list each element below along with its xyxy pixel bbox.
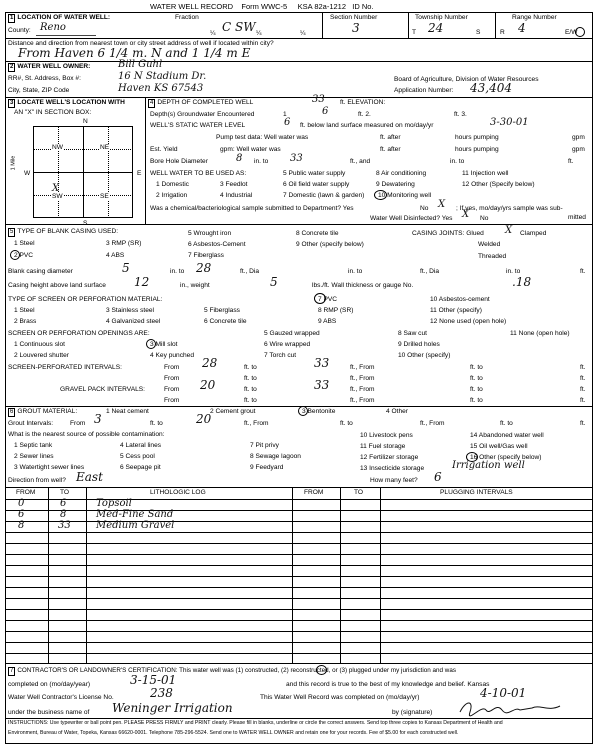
casing-2-circle bbox=[10, 250, 20, 260]
perf-to-3: ft. to bbox=[470, 375, 483, 382]
log-header-to: TO bbox=[60, 489, 70, 496]
quadrant-ne: NE bbox=[100, 144, 110, 151]
opening-10[interactable]: 10 Other (specify) bbox=[398, 352, 451, 359]
perf-ft: ft. bbox=[580, 364, 586, 371]
contam-15[interactable]: 15 Oil well/Gas well bbox=[470, 443, 528, 450]
range-r: R bbox=[500, 29, 505, 36]
gravel-ft-from-2: ft., From bbox=[350, 397, 375, 404]
business-name-label: under the business name of bbox=[8, 709, 90, 716]
disinfected-value[interactable]: X bbox=[462, 209, 470, 220]
groundwater-label: Depth(s) Groundwater Encountered bbox=[150, 111, 255, 118]
county-value[interactable]: Reno bbox=[40, 22, 66, 33]
license-label: Water Well Contractor's License No. bbox=[8, 694, 114, 701]
height-value[interactable]: 12 bbox=[134, 275, 150, 289]
perf-from-value[interactable]: 28 bbox=[202, 356, 218, 370]
section-2-label: 2 WATER WELL OWNER: bbox=[10, 63, 91, 70]
screen-5[interactable]: 5 Fiberglass bbox=[204, 307, 240, 314]
casing-5[interactable]: 5 Wrought iron bbox=[188, 230, 232, 237]
chem-mitted: mitted bbox=[568, 214, 586, 221]
est-after-label: ft. after bbox=[380, 146, 401, 153]
grout-to-value[interactable]: 20 bbox=[196, 412, 212, 426]
contam-2[interactable]: 2 Sewer lines bbox=[14, 453, 54, 460]
license-value[interactable]: 238 bbox=[150, 686, 173, 700]
bore-value[interactable]: 8 bbox=[236, 153, 243, 164]
casing-7[interactable]: 7 Fiberglass bbox=[188, 252, 224, 259]
grout-1[interactable]: 1 Neat cement bbox=[106, 408, 149, 415]
fraction-value[interactable]: C SW bbox=[222, 20, 256, 34]
screen-8[interactable]: 8 RMP (SR) bbox=[318, 307, 354, 314]
opening-8[interactable]: 8 Saw cut bbox=[398, 330, 427, 337]
use-3[interactable]: 3 Feedlot bbox=[220, 181, 248, 188]
height-label: Casing height above land surface bbox=[8, 282, 106, 289]
opening-3[interactable]: 3 Mill slot bbox=[150, 341, 178, 348]
application-value[interactable]: 43,404 bbox=[470, 81, 512, 95]
opening-9[interactable]: 9 Drilled holes bbox=[398, 341, 440, 348]
id-label: ID No. bbox=[352, 2, 374, 11]
grout-3-circle bbox=[298, 406, 308, 416]
diameter-in-to-3: in. to bbox=[506, 268, 521, 275]
east-label: E bbox=[137, 170, 142, 177]
grout-from-value[interactable]: 3 bbox=[94, 412, 102, 426]
how-many-feet-value[interactable]: 6 bbox=[434, 470, 442, 484]
use-1[interactable]: 1 Domestic bbox=[156, 181, 189, 188]
groundwater-1-label: 1 bbox=[283, 111, 287, 118]
log-header-from: FROM bbox=[16, 489, 36, 496]
grout-ft-to-2: ft. to bbox=[340, 420, 353, 427]
contam-12[interactable]: 12 Fertilizer storage bbox=[360, 454, 419, 461]
form-header bbox=[150, 3, 374, 11]
gravel-to-label-2: ft. to bbox=[244, 397, 257, 404]
grout-ft-from-2: ft., From bbox=[420, 420, 445, 427]
est-gpm-tail: gpm bbox=[572, 146, 585, 153]
contamination-label: What is the nearest source of possible contamination: bbox=[8, 431, 165, 438]
use-label: WELL WATER TO BE USED AS: bbox=[150, 170, 247, 177]
disinfected-label: Water Well Disinfected? Yes bbox=[370, 215, 453, 222]
bore-ft: ft. bbox=[568, 158, 574, 165]
static-level-tail: ft. below land surface measured on mo/day/yr bbox=[300, 122, 434, 129]
chem-no-label: No bbox=[420, 205, 429, 212]
est-hours-label: hours pumping bbox=[455, 146, 499, 153]
opening-1[interactable]: 1 Continuous slot bbox=[14, 341, 65, 348]
completed-label: completed on (mo/day/year) bbox=[8, 681, 91, 688]
owner-value[interactable]: Bill Guhl bbox=[118, 59, 163, 70]
ksa-reference: KSA 82a-1212 bbox=[297, 2, 347, 11]
screen-9[interactable]: 9 ABS bbox=[318, 318, 337, 325]
grout-4[interactable]: 4 Other bbox=[386, 408, 408, 415]
log-row-1-desc[interactable]: Topsoil bbox=[96, 498, 132, 509]
pump-after-label: ft. after bbox=[380, 134, 401, 141]
contam-6[interactable]: 6 Seepage pit bbox=[120, 464, 161, 471]
casing-joints-x[interactable]: X bbox=[505, 225, 513, 236]
use-2[interactable]: 2 Irrigation bbox=[156, 192, 188, 199]
bore-in-to-2: in. to bbox=[450, 158, 465, 165]
quarter-mark-1: ¼ bbox=[210, 30, 216, 37]
screen-material-label: TYPE OF SCREEN OR PERFORATION MATERIAL: bbox=[8, 296, 163, 303]
gravel-ft: ft. bbox=[580, 386, 586, 393]
range-value[interactable]: 4 bbox=[518, 21, 526, 35]
township-t: T bbox=[412, 29, 417, 36]
gravel-to-3: ft. to bbox=[470, 397, 483, 404]
log-row-3-from[interactable]: 8 bbox=[18, 520, 25, 531]
contam-8[interactable]: 8 Sewage lagoon bbox=[250, 453, 301, 460]
contam-5[interactable]: 5 Cess pool bbox=[120, 453, 155, 460]
casing-6[interactable]: 6 Asbestos-Cement bbox=[188, 241, 246, 248]
form-title: WATER WELL RECORD bbox=[150, 2, 234, 11]
casing-8[interactable]: 8 Concrete tile bbox=[296, 230, 339, 237]
log-row-3-to[interactable]: 33 bbox=[58, 520, 71, 531]
lbs-label: lbs./ft. Wall thickness or gauge No. bbox=[312, 282, 414, 289]
business-name-value[interactable]: Weninger Irrigation bbox=[112, 701, 233, 715]
record-completed-label: This Water Well Record was completed on (mo/day/yr) bbox=[260, 694, 420, 701]
use-8[interactable]: 8 Air conditioning bbox=[376, 170, 427, 177]
contam-11[interactable]: 11 Fuel storage bbox=[360, 443, 406, 450]
contam-7[interactable]: 7 Pit privy bbox=[250, 442, 279, 449]
weight-value[interactable]: 5 bbox=[270, 275, 278, 289]
opening-2[interactable]: 2 Louvered shutter bbox=[14, 352, 69, 359]
section-3-label: 3 LOCATE WELL'S LOCATION WITH bbox=[10, 99, 125, 106]
range-ew: E/W bbox=[565, 29, 578, 36]
w-circle-mark bbox=[575, 27, 585, 37]
direction-label: Direction from well? bbox=[8, 477, 66, 484]
casing-4[interactable]: 4 ABS bbox=[106, 252, 125, 259]
log-row-1-from[interactable]: 0 bbox=[18, 498, 25, 509]
distance-value[interactable]: From Haven 6 1/4 m. N and 1 1/4 m E bbox=[18, 46, 251, 60]
section-7-certification: 7 CONTRACTOR'S OR LANDOWNER'S CERTIFICATION: This water well was (1) constructed, (2) reconstructed, or (3) plugged under my jurisdiction and was bbox=[10, 667, 456, 674]
opening-3-circle bbox=[146, 339, 156, 349]
section-number-value[interactable]: 3 bbox=[352, 21, 360, 35]
township-label: Township Number bbox=[415, 14, 468, 21]
board-label: Board of Agriculture, Division of Water Resources bbox=[394, 76, 539, 83]
log-row-2-desc[interactable]: Med-Fine Sand bbox=[96, 509, 174, 520]
true-label: and this record is true to the best of my knowledge and belief. Kansas bbox=[286, 681, 490, 688]
south-label: S bbox=[83, 220, 88, 227]
direction-value[interactable]: East bbox=[76, 470, 103, 484]
screen-10[interactable]: 10 Asbestos-cement bbox=[430, 296, 490, 303]
log-row-1-to[interactable]: 6 bbox=[60, 498, 67, 509]
use-10-circle bbox=[374, 190, 387, 200]
completed-value[interactable]: 3-15-01 bbox=[130, 673, 177, 687]
quadrant-nw: NW bbox=[52, 144, 63, 151]
pump-gpm-label: gpm bbox=[572, 134, 585, 141]
screen-2[interactable]: 2 Brass bbox=[14, 318, 37, 325]
application-label: Application Number: bbox=[394, 87, 454, 94]
casing-joints-label: CASING JOINTS: Glued bbox=[412, 230, 484, 237]
gravel-to-2: ft. to bbox=[470, 386, 483, 393]
est-yield-label: Est. Yield bbox=[150, 146, 178, 153]
grout-from-label: From bbox=[70, 420, 86, 427]
log-header-lithologic: LITHOLOGIC LOG bbox=[150, 489, 206, 496]
township-s: S bbox=[476, 29, 481, 36]
casing-threaded[interactable]: Threaded bbox=[478, 253, 507, 260]
elevation-label: ft. ELEVATION: bbox=[340, 99, 386, 106]
contam-4[interactable]: 4 Lateral lines bbox=[120, 442, 162, 449]
diameter-to-value[interactable]: 28 bbox=[196, 261, 212, 275]
section-number-label: Section Number bbox=[330, 14, 378, 21]
gravel-from-label: From bbox=[164, 386, 180, 393]
gravel-from-value[interactable]: 20 bbox=[200, 378, 216, 392]
bore-in-to: in. to bbox=[254, 158, 269, 165]
casing-1[interactable]: 1 Steel bbox=[14, 240, 35, 247]
gravel-from-label-2: From bbox=[164, 397, 180, 404]
static-level-value[interactable]: 6 bbox=[284, 117, 291, 128]
opening-11[interactable]: 11 None (open hole) bbox=[510, 330, 570, 337]
address-label: RR#, St. Address, Box #: bbox=[8, 75, 81, 82]
quadrant-se: SE bbox=[100, 193, 109, 200]
gauge-value[interactable]: .18 bbox=[512, 275, 532, 289]
perf-ft-from-2: ft., From bbox=[350, 375, 375, 382]
disinfected-no: No bbox=[480, 215, 489, 222]
static-level-label: WELL'S STATIC WATER LEVEL bbox=[150, 122, 246, 129]
groundwater-1-value[interactable]: 6 bbox=[322, 106, 329, 117]
contam-13[interactable]: 13 Insecticide storage bbox=[360, 465, 425, 472]
address-value[interactable]: 16 N Stadium Dr. bbox=[118, 71, 207, 82]
grout-ft-from: ft., From bbox=[244, 420, 269, 427]
grout-3[interactable]: 3 Bentonite bbox=[302, 408, 336, 415]
screen-7[interactable]: 7 PVC bbox=[318, 296, 338, 303]
perf-to-label-2: ft. to bbox=[244, 375, 257, 382]
gravel-ft-from: ft., From bbox=[350, 386, 375, 393]
section-3-label-2: AN "X" IN SECTION BOX: bbox=[14, 109, 92, 116]
log-header-to-2: TO bbox=[354, 489, 364, 496]
weight-label: in., weight bbox=[180, 282, 210, 289]
diameter-in-to-2: in. to bbox=[348, 268, 363, 275]
opening-7[interactable]: 7 Torch cut bbox=[264, 352, 297, 359]
diameter-dia-2: ft., Dia bbox=[420, 268, 440, 275]
use-7[interactable]: 7 Domestic (lawn & garden) bbox=[283, 192, 365, 199]
grout-ft-to: ft. to bbox=[150, 420, 163, 427]
use-4[interactable]: 4 Industrial bbox=[220, 192, 253, 199]
location-x-mark[interactable]: X bbox=[52, 183, 60, 194]
gravel-to-value[interactable]: 33 bbox=[314, 378, 330, 392]
perf-to-value[interactable]: 33 bbox=[314, 356, 330, 370]
screen-12[interactable]: 12 None used (open hole) bbox=[430, 318, 507, 325]
city-value[interactable]: Haven KS 67543 bbox=[118, 83, 204, 94]
contam-14[interactable]: 14 Abandoned water well bbox=[470, 432, 544, 439]
perf-ft-2: ft. bbox=[580, 375, 586, 382]
perf-ft-from: ft., From bbox=[350, 364, 375, 371]
perf-to-2: ft. to bbox=[470, 364, 483, 371]
log-header-from-2: FROM bbox=[304, 489, 324, 496]
gravel-ft-2: ft. bbox=[580, 397, 586, 404]
casing-2[interactable]: 2 PVC bbox=[14, 252, 34, 259]
section-6-label: 6 GROUT MATERIAL: bbox=[10, 408, 78, 415]
screen-1[interactable]: 1 Steel bbox=[14, 307, 35, 314]
opening-6[interactable]: 6 Wire wrapped bbox=[264, 341, 311, 348]
screen-6[interactable]: 6 Concrete tile bbox=[204, 318, 247, 325]
contam-3[interactable]: 3 Watertight sewer lines bbox=[14, 464, 85, 471]
gravel-to-label: ft. to bbox=[244, 386, 257, 393]
chem-if-yes: ; If yes, mo/day/yrs sample was sub- bbox=[456, 205, 563, 212]
quadrant-sw: SW bbox=[52, 193, 63, 200]
perf-from-label-2: From bbox=[164, 375, 180, 382]
bore-to-value[interactable]: 33 bbox=[290, 153, 303, 164]
casing-clamped[interactable]: Clamped bbox=[520, 230, 547, 237]
perforated-intervals-label: SCREEN-PERFORATED INTERVALS: bbox=[8, 364, 122, 371]
contam-1[interactable]: 1 Septic tank bbox=[14, 442, 53, 449]
log-row-2-from[interactable]: 6 bbox=[18, 509, 25, 520]
constructed-circle bbox=[316, 665, 327, 675]
section-5-label: 5 TYPE OF BLANK CASING USED: bbox=[10, 228, 119, 235]
grout-intervals-label: Grout Intervals: bbox=[8, 420, 54, 427]
contam-10[interactable]: 10 Livestock pens bbox=[360, 432, 413, 439]
county-label: County: bbox=[8, 27, 31, 34]
mile-label: 1 Mile bbox=[10, 155, 17, 171]
depth-value[interactable]: 33 bbox=[312, 94, 325, 105]
contam-16[interactable]: 16 Other (specify below) bbox=[470, 454, 542, 461]
fraction-label: Fraction bbox=[175, 14, 199, 21]
township-value[interactable]: 24 bbox=[428, 21, 444, 35]
city-label: City, State, ZIP Code bbox=[8, 87, 70, 94]
signature-label: by (signature) bbox=[392, 709, 433, 716]
diameter-value[interactable]: 5 bbox=[122, 261, 130, 275]
use-11[interactable]: 11 Injection well bbox=[462, 170, 509, 177]
pump-hours-label: hours pumping bbox=[455, 134, 499, 141]
use-5[interactable]: 5 Public water supply bbox=[283, 170, 346, 177]
screen-11[interactable]: 11 Other (specify) bbox=[430, 307, 482, 314]
quarter-mark-3: ¼ bbox=[300, 30, 306, 37]
pump-test-label: Pump test data: Well water was bbox=[216, 134, 309, 141]
signature-image bbox=[456, 698, 566, 718]
bore-label: Bore Hole Diameter bbox=[150, 158, 208, 165]
screen-4[interactable]: 4 Galvanized steel bbox=[106, 318, 161, 325]
gravel-pack-label: GRAVEL PACK INTERVALS: bbox=[60, 386, 146, 393]
log-header-plugging: PLUGGING INTERVALS bbox=[440, 489, 513, 496]
casing-3[interactable]: 3 RMP (SR) bbox=[106, 240, 142, 247]
diameter-dia: ft., Dia bbox=[240, 268, 260, 275]
opening-5[interactable]: 5 Gauzed wrapped bbox=[264, 330, 320, 337]
grout-ft: ft. bbox=[580, 420, 586, 427]
contam-9[interactable]: 9 Feedyard bbox=[250, 464, 284, 471]
chem-no-x[interactable]: X bbox=[438, 199, 446, 210]
instructions-line-2: Environment, Bureau of Water, Topeka, Kansas 66620-0001. Telephone 785-296-5524. Send one to WATER WELL OWNER and retain one for your records. Fee of $5.00 for each constructed well. bbox=[8, 730, 459, 736]
chem-sample-label: Was a chemical/bacteriological sample submitted to Department? Yes bbox=[150, 205, 354, 212]
screen-3[interactable]: 3 Stainless steel bbox=[106, 307, 155, 314]
log-row-2-to[interactable]: 8 bbox=[60, 509, 67, 520]
north-label: N bbox=[83, 118, 88, 125]
screen-7-circle bbox=[314, 293, 326, 304]
use-9[interactable]: 9 Dewatering bbox=[376, 181, 415, 188]
contam-other-value[interactable]: Irrigation well bbox=[452, 460, 525, 471]
casing-welded[interactable]: Welded bbox=[478, 241, 501, 248]
casing-9[interactable]: 9 Other (specify below) bbox=[296, 241, 364, 248]
how-many-feet-label: How many feet? bbox=[370, 477, 418, 484]
record-completed-value[interactable]: 4-10-01 bbox=[480, 686, 527, 700]
perf-to-label: ft. to bbox=[244, 364, 257, 371]
openings-label: SCREEN OR PERFORATION OPENINGS ARE: bbox=[8, 330, 150, 337]
bore-ft-and: ft., and bbox=[350, 158, 371, 165]
distance-label: Distance and direction from nearest town or city street address of well if located within city? bbox=[8, 40, 274, 47]
west-label: W bbox=[24, 170, 31, 177]
grout-2[interactable]: 2 Cement grout bbox=[210, 408, 256, 415]
instructions-line-1: INSTRUCTIONS: Use typewriter or ball point pen. PLEASE PRESS FIRMLY and PRINT clearly. Please fill in blanks, underline or circle the correct answers. Send top three copies to Kansas Department of Health and bbox=[8, 720, 503, 726]
use-6[interactable]: 6 Oil field water supply bbox=[283, 181, 350, 188]
opening-4[interactable]: 4 Key punched bbox=[150, 352, 194, 359]
diameter-ft: ft. bbox=[580, 268, 586, 275]
est-gpm-label: gpm: Well water was bbox=[220, 146, 281, 153]
form-number: Form WWC-5 bbox=[241, 2, 288, 11]
ft2-label: ft. 2. bbox=[358, 111, 371, 118]
diameter-in-to: in. to bbox=[170, 268, 185, 275]
diameter-label: Blank casing diameter bbox=[8, 268, 73, 275]
quarter-mark-2: ¼ bbox=[256, 30, 262, 37]
log-row-3-desc[interactable]: Medium Gravel bbox=[96, 520, 175, 531]
section-1-label: 1 LOCATION OF WATER WELL: bbox=[10, 14, 111, 21]
range-label: Range Number bbox=[512, 14, 557, 21]
ft3-label: ft. 3. bbox=[454, 111, 467, 118]
perf-from-label: From bbox=[164, 364, 180, 371]
use-12[interactable]: 12 Other (Specify below) bbox=[462, 181, 535, 188]
static-date-value[interactable]: 3-30-01 bbox=[490, 117, 529, 128]
depth-label: 4 DEPTH OF COMPLETED WELL bbox=[150, 99, 254, 106]
grout-ft-to-3: ft. to bbox=[500, 420, 513, 427]
use-10[interactable]: 10 Monitoring well bbox=[378, 192, 432, 199]
